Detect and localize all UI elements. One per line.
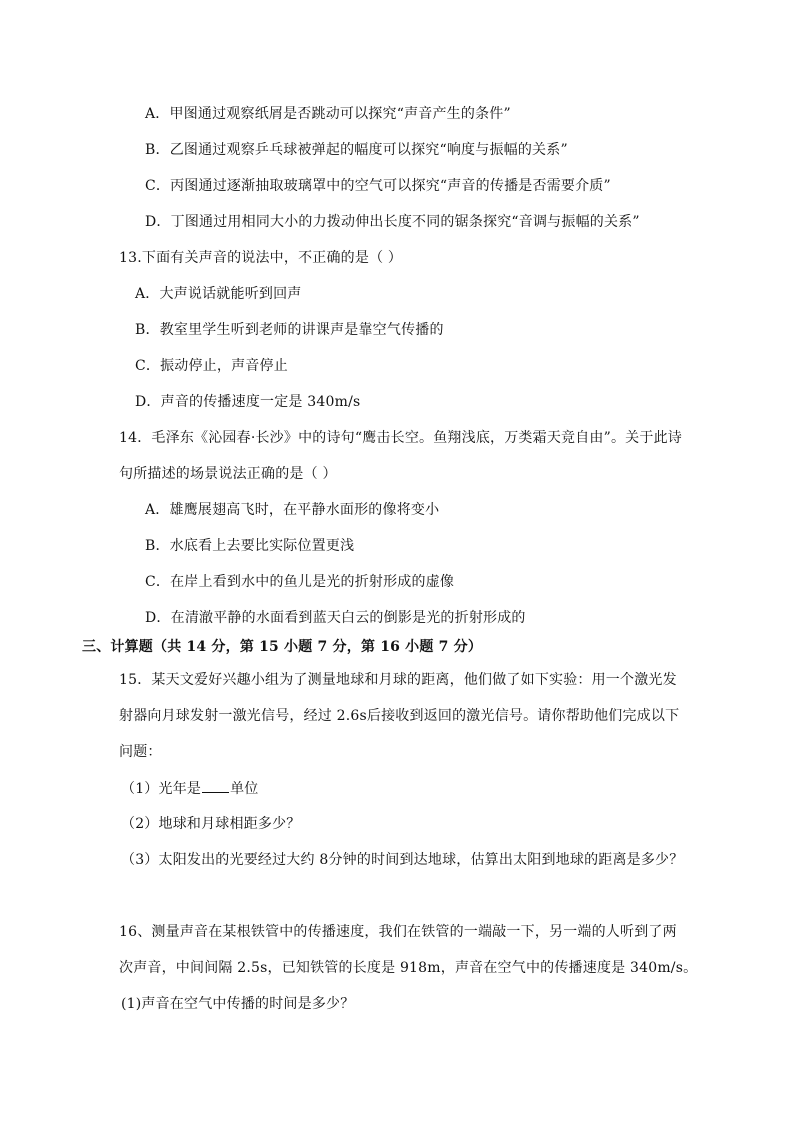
section3-heading: 三、计算题（共 14 分，第 15 小题 7 分，第 16 小题 7 分） <box>82 639 483 655</box>
answer-blank[interactable] <box>202 778 229 793</box>
q15-line1: 15．某天文爱好兴趣小组为了测量地球和月球的距离，他们做了如下实验：用一个激光发 <box>119 672 677 688</box>
q14-stem-line2: 句所描述的场景说法正确的是（ ） <box>119 466 337 482</box>
q13-option-c: C．振动停止，声音停止 <box>135 358 288 374</box>
q14-option-d: D．在清澈平静的水面看到蓝天白云的倒影是光的折射形成的 <box>145 610 526 626</box>
q15-sub2: （2）地球和月球相距多少？ <box>121 816 301 832</box>
q14-option-b: B．水底看上去要比实际位置更浅 <box>145 538 355 554</box>
q13-option-d: D．声音的传播速度一定是 340m/s <box>135 394 361 410</box>
q12-option-b: B．乙图通过观察乒乓球被弹起的幅度可以探究“响度与振幅的关系” <box>145 142 568 158</box>
q12-option-c: C．丙图通过逐渐抽取玻璃罩中的空气可以探究“声音的传播是否需要介质” <box>145 178 611 194</box>
q16-line2: 次声音，中间间隔 2.5s，已知铁管的长度是 918m，声音在空气中的传播速度是 340m/s。 <box>119 960 698 976</box>
q14-stem-line1: 14．毛泽东《沁园春·长沙》中的诗句“鹰击长空。鱼翔浅底，万类霜天竞自由”。关于此诗 <box>119 430 682 446</box>
q14-option-c: C．在岸上看到水中的鱼儿是光的折射形成的虚像 <box>145 574 455 590</box>
q12-option-d: D．丁图通过用相同大小的力拨动伸出长度不同的锯条探究“音调与振幅的关系” <box>145 214 640 230</box>
q15-line2: 射器向月球发射一激光信号，经过 2.6s后接收到返回的激光信号。请你帮助他们完成以下 <box>119 708 680 724</box>
q15-sub3: （3）太阳发出的光要经过大约 8分钟的时间到达地球，估算出太阳到地球的距离是多少？ <box>121 852 684 868</box>
q16-sub1: (1)声音在空气中传播的时间是多少？ <box>121 996 355 1012</box>
q15-line3: 问题： <box>119 744 162 760</box>
q15-sub1-prefix: （1）光年是 <box>121 781 202 797</box>
q14-option-a: A．雄鹰展翅高飞时，在平静水面形的像将变小 <box>145 502 440 518</box>
q16-line1: 16、测量声音在某根铁管中的传播速度，我们在铁管的一端敲一下，另一端的人听到了两 <box>119 924 677 940</box>
q13-option-b: B．教室里学生听到老师的讲课声是靠空气传播的 <box>135 322 444 338</box>
q12-option-a: A．甲图通过观察纸屑是否跳动可以探究“声音产生的条件” <box>145 106 511 122</box>
q15-sub1-suffix: 单位 <box>230 781 259 797</box>
q13-option-a: A．大声说话就能听到回声 <box>135 286 302 302</box>
q13-stem: 13.下面有关声音的说法中，不正确的是（ ） <box>119 250 403 266</box>
q15-sub1 <box>121 778 259 799</box>
